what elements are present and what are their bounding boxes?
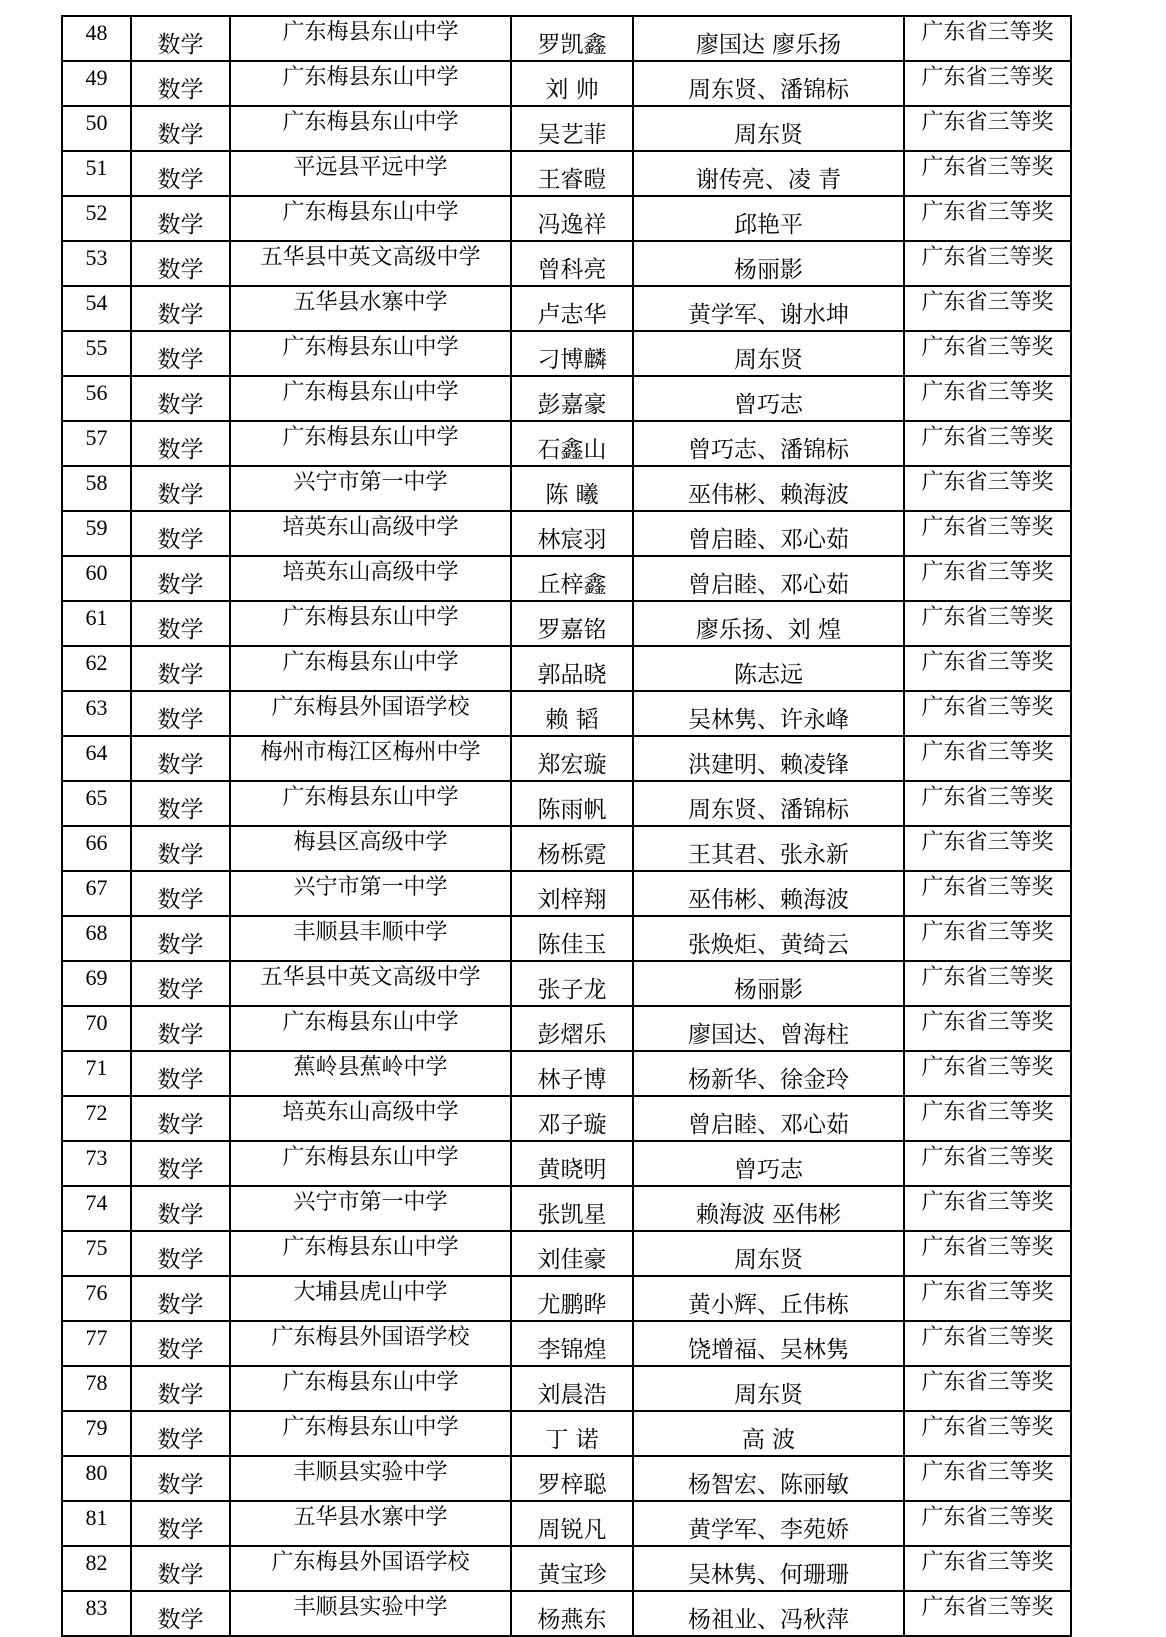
subject-cell: 数学	[131, 1591, 230, 1636]
school-cell: 广东梅县东山中学	[230, 421, 511, 466]
teacher-cell: 周东贤	[633, 1231, 904, 1276]
award-level-cell: 广东省三等奖	[904, 511, 1071, 556]
subject-cell: 数学	[131, 196, 230, 241]
table-row	[62, 601, 1071, 646]
award-level-cell: 广东省三等奖	[904, 16, 1071, 61]
student-name-cell: 彭嘉豪	[511, 376, 633, 421]
row-number-cell: 78	[62, 1366, 131, 1411]
award-level-cell: 广东省三等奖	[904, 331, 1071, 376]
row-number-cell: 59	[62, 511, 131, 556]
award-level-cell: 广东省三等奖	[904, 781, 1071, 826]
teacher-cell: 曾巧志	[633, 1141, 904, 1186]
student-name-cell: 赖 韬	[511, 691, 633, 736]
table-row	[62, 376, 1071, 421]
school-cell: 兴宁市第一中学	[230, 466, 511, 511]
award-level-cell: 广东省三等奖	[904, 1096, 1071, 1141]
student-name-cell: 刘佳豪	[511, 1231, 633, 1276]
school-cell: 丰顺县丰顺中学	[230, 916, 511, 961]
award-level-cell: 广东省三等奖	[904, 421, 1071, 466]
student-name-cell: 罗凯鑫	[511, 16, 633, 61]
subject-cell: 数学	[131, 556, 230, 601]
subject-cell: 数学	[131, 1321, 230, 1366]
row-number-cell: 49	[62, 61, 131, 106]
student-name-cell: 郑宏璇	[511, 736, 633, 781]
student-name-cell: 丘梓鑫	[511, 556, 633, 601]
school-cell: 广东梅县东山中学	[230, 601, 511, 646]
table-row	[62, 1411, 1071, 1456]
award-level-cell: 广东省三等奖	[904, 916, 1071, 961]
subject-cell: 数学	[131, 1366, 230, 1411]
teacher-cell: 巫伟彬、赖海波	[633, 466, 904, 511]
award-level-cell: 广东省三等奖	[904, 1276, 1071, 1321]
award-level-cell: 广东省三等奖	[904, 646, 1071, 691]
subject-cell: 数学	[131, 106, 230, 151]
school-cell: 培英东山高级中学	[230, 1096, 511, 1141]
award-table	[61, 15, 1072, 1637]
student-name-cell: 刁博麟	[511, 331, 633, 376]
table-row	[62, 1231, 1071, 1276]
row-number-cell: 81	[62, 1501, 131, 1546]
student-name-cell: 陈 曦	[511, 466, 633, 511]
row-number-cell: 79	[62, 1411, 131, 1456]
subject-cell: 数学	[131, 376, 230, 421]
award-level-cell: 广东省三等奖	[904, 961, 1071, 1006]
row-number-cell: 61	[62, 601, 131, 646]
row-number-cell: 58	[62, 466, 131, 511]
teacher-cell: 吴林隽、许永峰	[633, 691, 904, 736]
school-cell: 广东梅县东山中学	[230, 781, 511, 826]
school-cell: 平远县平远中学	[230, 151, 511, 196]
student-name-cell: 林宸羽	[511, 511, 633, 556]
teacher-cell: 黄学军、李苑娇	[633, 1501, 904, 1546]
subject-cell: 数学	[131, 826, 230, 871]
award-level-cell: 广东省三等奖	[904, 1501, 1071, 1546]
student-name-cell: 石鑫山	[511, 421, 633, 466]
award-level-cell: 广东省三等奖	[904, 1321, 1071, 1366]
row-number-cell: 57	[62, 421, 131, 466]
table-row	[62, 646, 1071, 691]
award-level-cell: 广东省三等奖	[904, 241, 1071, 286]
award-level-cell: 广东省三等奖	[904, 1456, 1071, 1501]
table-row	[62, 61, 1071, 106]
row-number-cell: 53	[62, 241, 131, 286]
table-row	[62, 241, 1071, 286]
school-cell: 梅州市梅江区梅州中学	[230, 736, 511, 781]
table-row	[62, 781, 1071, 826]
student-name-cell: 刘梓翔	[511, 871, 633, 916]
table-row	[62, 1051, 1071, 1096]
subject-cell: 数学	[131, 61, 230, 106]
student-name-cell: 周锐凡	[511, 1501, 633, 1546]
award-level-cell: 广东省三等奖	[904, 1051, 1071, 1096]
award-level-cell: 广东省三等奖	[904, 601, 1071, 646]
table-row	[62, 511, 1071, 556]
award-level-cell: 广东省三等奖	[904, 61, 1071, 106]
subject-cell: 数学	[131, 691, 230, 736]
row-number-cell: 71	[62, 1051, 131, 1096]
student-name-cell: 林子博	[511, 1051, 633, 1096]
teacher-cell: 廖国达 廖乐扬	[633, 16, 904, 61]
subject-cell: 数学	[131, 16, 230, 61]
student-name-cell: 黄晓明	[511, 1141, 633, 1186]
teacher-cell: 赖海波 巫伟彬	[633, 1186, 904, 1231]
teacher-cell: 廖乐扬、刘 煌	[633, 601, 904, 646]
school-cell: 广东梅县东山中学	[230, 376, 511, 421]
award-level-cell: 广东省三等奖	[904, 466, 1071, 511]
school-cell: 广东梅县东山中学	[230, 196, 511, 241]
subject-cell: 数学	[131, 1546, 230, 1591]
table-row	[62, 106, 1071, 151]
table-row	[62, 691, 1071, 736]
award-level-cell: 广东省三等奖	[904, 1366, 1071, 1411]
subject-cell: 数学	[131, 1186, 230, 1231]
row-number-cell: 62	[62, 646, 131, 691]
row-number-cell: 65	[62, 781, 131, 826]
school-cell: 五华县水寨中学	[230, 1501, 511, 1546]
teacher-cell: 曾启睦、邓心茹	[633, 511, 904, 556]
teacher-cell: 张焕炬、黄绮云	[633, 916, 904, 961]
subject-cell: 数学	[131, 1276, 230, 1321]
row-number-cell: 72	[62, 1096, 131, 1141]
student-name-cell: 张凯星	[511, 1186, 633, 1231]
award-level-cell: 广东省三等奖	[904, 286, 1071, 331]
table-row	[62, 1096, 1071, 1141]
subject-cell: 数学	[131, 1411, 230, 1456]
subject-cell: 数学	[131, 646, 230, 691]
teacher-cell: 周东贤、潘锦标	[633, 61, 904, 106]
row-number-cell: 70	[62, 1006, 131, 1051]
school-cell: 大埔县虎山中学	[230, 1276, 511, 1321]
row-number-cell: 77	[62, 1321, 131, 1366]
student-name-cell: 李锦煌	[511, 1321, 633, 1366]
table-row	[62, 331, 1071, 376]
row-number-cell: 82	[62, 1546, 131, 1591]
teacher-cell: 廖国达、曾海柱	[633, 1006, 904, 1051]
school-cell: 兴宁市第一中学	[230, 1186, 511, 1231]
student-name-cell: 刘晨浩	[511, 1366, 633, 1411]
student-name-cell: 邓子璇	[511, 1096, 633, 1141]
student-name-cell: 尤鹏晔	[511, 1276, 633, 1321]
subject-cell: 数学	[131, 241, 230, 286]
row-number-cell: 67	[62, 871, 131, 916]
subject-cell: 数学	[131, 1051, 230, 1096]
teacher-cell: 周东贤	[633, 1366, 904, 1411]
subject-cell: 数学	[131, 601, 230, 646]
school-cell: 蕉岭县蕉岭中学	[230, 1051, 511, 1096]
school-cell: 广东梅县东山中学	[230, 106, 511, 151]
teacher-cell: 周东贤	[633, 106, 904, 151]
row-number-cell: 51	[62, 151, 131, 196]
table-row	[62, 871, 1071, 916]
row-number-cell: 76	[62, 1276, 131, 1321]
table-row	[62, 421, 1071, 466]
teacher-cell: 杨丽影	[633, 961, 904, 1006]
school-cell: 兴宁市第一中学	[230, 871, 511, 916]
school-cell: 广东梅县外国语学校	[230, 1546, 511, 1591]
school-cell: 梅县区高级中学	[230, 826, 511, 871]
table-row	[62, 16, 1071, 61]
row-number-cell: 68	[62, 916, 131, 961]
teacher-cell: 巫伟彬、赖海波	[633, 871, 904, 916]
subject-cell: 数学	[131, 511, 230, 556]
student-name-cell: 郭品晓	[511, 646, 633, 691]
school-cell: 广东梅县东山中学	[230, 1366, 511, 1411]
school-cell: 广东梅县外国语学校	[230, 1321, 511, 1366]
teacher-cell: 杨智宏、陈丽敏	[633, 1456, 904, 1501]
award-level-cell: 广东省三等奖	[904, 1141, 1071, 1186]
teacher-cell: 洪建明、赖凌锋	[633, 736, 904, 781]
row-number-cell: 73	[62, 1141, 131, 1186]
row-number-cell: 56	[62, 376, 131, 421]
subject-cell: 数学	[131, 781, 230, 826]
teacher-cell: 周东贤、潘锦标	[633, 781, 904, 826]
teacher-cell: 黄学军、谢水坤	[633, 286, 904, 331]
school-cell: 丰顺县实验中学	[230, 1456, 511, 1501]
teacher-cell: 杨祖业、冯秋萍	[633, 1591, 904, 1636]
teacher-cell: 曾巧志、潘锦标	[633, 421, 904, 466]
student-name-cell: 刘 帅	[511, 61, 633, 106]
school-cell: 五华县中英文高级中学	[230, 241, 511, 286]
teacher-cell: 吴林隽、何珊珊	[633, 1546, 904, 1591]
subject-cell: 数学	[131, 1096, 230, 1141]
table-row	[62, 1456, 1071, 1501]
teacher-cell: 杨丽影	[633, 241, 904, 286]
subject-cell: 数学	[131, 1501, 230, 1546]
school-cell: 广东梅县东山中学	[230, 61, 511, 106]
row-number-cell: 63	[62, 691, 131, 736]
school-cell: 广东梅县东山中学	[230, 1231, 511, 1276]
table-row	[62, 1276, 1071, 1321]
row-number-cell: 50	[62, 106, 131, 151]
school-cell: 广东梅县东山中学	[230, 1141, 511, 1186]
table-row	[62, 826, 1071, 871]
student-name-cell: 杨燕东	[511, 1591, 633, 1636]
subject-cell: 数学	[131, 331, 230, 376]
table-row	[62, 1591, 1071, 1636]
award-level-cell: 广东省三等奖	[904, 1546, 1071, 1591]
award-level-cell: 广东省三等奖	[904, 871, 1071, 916]
table-row	[62, 1321, 1071, 1366]
table-row	[62, 1366, 1071, 1411]
table-row	[62, 1546, 1071, 1591]
teacher-cell: 曾启睦、邓心茹	[633, 556, 904, 601]
student-name-cell: 彭熠乐	[511, 1006, 633, 1051]
subject-cell: 数学	[131, 151, 230, 196]
subject-cell: 数学	[131, 736, 230, 781]
row-number-cell: 52	[62, 196, 131, 241]
school-cell: 广东梅县外国语学校	[230, 691, 511, 736]
student-name-cell: 张子龙	[511, 961, 633, 1006]
school-cell: 培英东山高级中学	[230, 556, 511, 601]
table-row	[62, 1186, 1071, 1231]
award-level-cell: 广东省三等奖	[904, 376, 1071, 421]
row-number-cell: 54	[62, 286, 131, 331]
subject-cell: 数学	[131, 871, 230, 916]
row-number-cell: 55	[62, 331, 131, 376]
subject-cell: 数学	[131, 1231, 230, 1276]
table-row	[62, 556, 1071, 601]
student-name-cell: 罗嘉铭	[511, 601, 633, 646]
teacher-cell: 杨新华、徐金玲	[633, 1051, 904, 1096]
award-table-body	[62, 16, 1071, 1636]
student-name-cell: 黄宝珍	[511, 1546, 633, 1591]
teacher-cell: 曾巧志	[633, 376, 904, 421]
table-row	[62, 1006, 1071, 1051]
row-number-cell: 60	[62, 556, 131, 601]
row-number-cell: 69	[62, 961, 131, 1006]
subject-cell: 数学	[131, 1006, 230, 1051]
row-number-cell: 80	[62, 1456, 131, 1501]
row-number-cell: 66	[62, 826, 131, 871]
award-level-cell: 广东省三等奖	[904, 1591, 1071, 1636]
row-number-cell: 48	[62, 16, 131, 61]
award-level-cell: 广东省三等奖	[904, 151, 1071, 196]
student-name-cell: 冯逸祥	[511, 196, 633, 241]
student-name-cell: 王睿暟	[511, 151, 633, 196]
school-cell: 五华县中英文高级中学	[230, 961, 511, 1006]
school-cell: 广东梅县东山中学	[230, 1006, 511, 1051]
teacher-cell: 周东贤	[633, 331, 904, 376]
student-name-cell: 陈雨帆	[511, 781, 633, 826]
school-cell: 广东梅县东山中学	[230, 646, 511, 691]
student-name-cell: 丁 诺	[511, 1411, 633, 1456]
award-level-cell: 广东省三等奖	[904, 826, 1071, 871]
teacher-cell: 王其君、张永新	[633, 826, 904, 871]
table-row	[62, 196, 1071, 241]
subject-cell: 数学	[131, 1456, 230, 1501]
row-number-cell: 74	[62, 1186, 131, 1231]
school-cell: 广东梅县东山中学	[230, 331, 511, 376]
table-row	[62, 916, 1071, 961]
table-row	[62, 1501, 1071, 1546]
table-row	[62, 1141, 1071, 1186]
subject-cell: 数学	[131, 961, 230, 1006]
table-row	[62, 961, 1071, 1006]
award-level-cell: 广东省三等奖	[904, 196, 1071, 241]
teacher-cell: 谢传亮、凌 青	[633, 151, 904, 196]
school-cell: 广东梅县东山中学	[230, 16, 511, 61]
row-number-cell: 64	[62, 736, 131, 781]
student-name-cell: 陈佳玉	[511, 916, 633, 961]
school-cell: 丰顺县实验中学	[230, 1591, 511, 1636]
school-cell: 广东梅县东山中学	[230, 1411, 511, 1456]
teacher-cell: 邱艳平	[633, 196, 904, 241]
subject-cell: 数学	[131, 421, 230, 466]
subject-cell: 数学	[131, 466, 230, 511]
award-level-cell: 广东省三等奖	[904, 691, 1071, 736]
teacher-cell: 陈志远	[633, 646, 904, 691]
subject-cell: 数学	[131, 916, 230, 961]
award-level-cell: 广东省三等奖	[904, 106, 1071, 151]
subject-cell: 数学	[131, 286, 230, 331]
school-cell: 五华县水寨中学	[230, 286, 511, 331]
table-row	[62, 736, 1071, 781]
table-row	[62, 151, 1071, 196]
student-name-cell: 卢志华	[511, 286, 633, 331]
award-level-cell: 广东省三等奖	[904, 1186, 1071, 1231]
table-row	[62, 466, 1071, 511]
award-level-cell: 广东省三等奖	[904, 556, 1071, 601]
teacher-cell: 饶增福、吴林隽	[633, 1321, 904, 1366]
row-number-cell: 75	[62, 1231, 131, 1276]
school-cell: 培英东山高级中学	[230, 511, 511, 556]
student-name-cell: 曾科亮	[511, 241, 633, 286]
award-level-cell: 广东省三等奖	[904, 1231, 1071, 1276]
award-level-cell: 广东省三等奖	[904, 1411, 1071, 1456]
teacher-cell: 黄小辉、丘伟栋	[633, 1276, 904, 1321]
award-level-cell: 广东省三等奖	[904, 736, 1071, 781]
subject-cell: 数学	[131, 1141, 230, 1186]
student-name-cell: 罗梓聪	[511, 1456, 633, 1501]
award-level-cell: 广东省三等奖	[904, 1006, 1071, 1051]
teacher-cell: 曾启睦、邓心茹	[633, 1096, 904, 1141]
row-number-cell: 83	[62, 1591, 131, 1636]
student-name-cell: 吴艺菲	[511, 106, 633, 151]
table-row	[62, 286, 1071, 331]
teacher-cell: 高 波	[633, 1411, 904, 1456]
student-name-cell: 杨栎霓	[511, 826, 633, 871]
